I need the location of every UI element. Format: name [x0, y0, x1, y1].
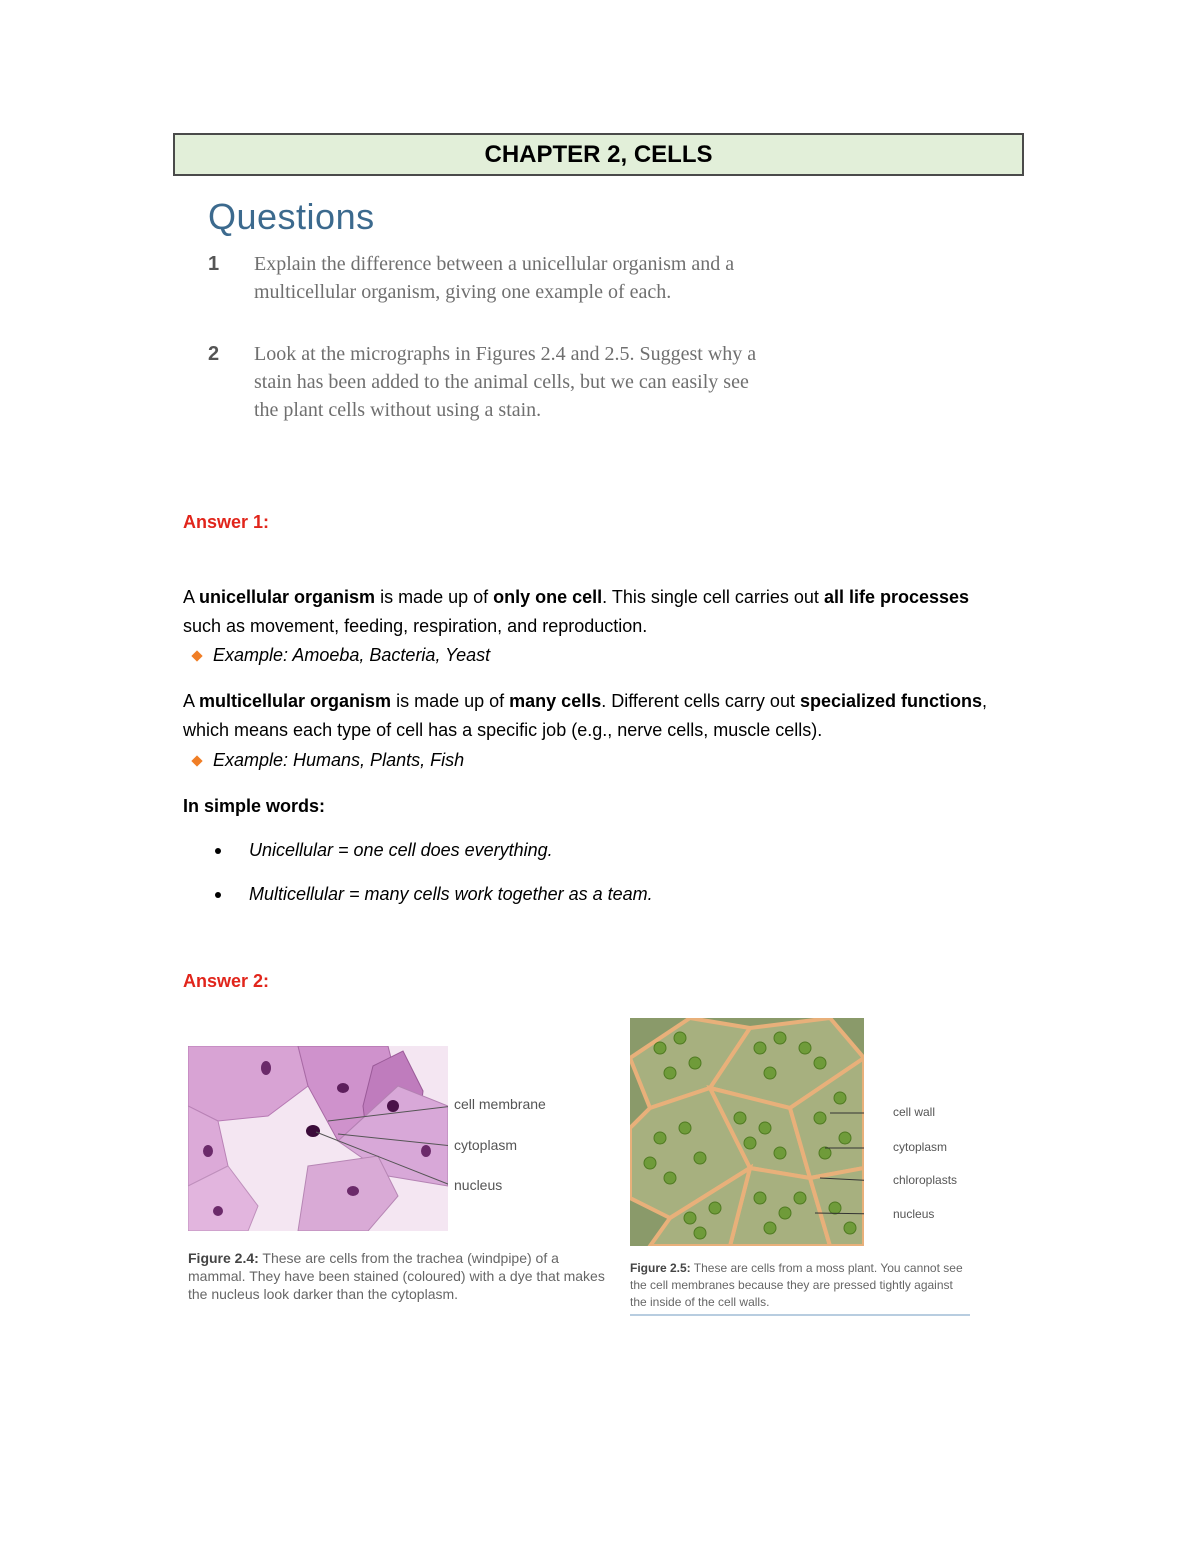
- figure-label: nucleus: [893, 1207, 935, 1221]
- moss-cells-micrograph: [630, 1018, 864, 1246]
- figure-label: chloroplasts: [893, 1173, 958, 1187]
- bullet-text: Multicellular = many cells work together as a team.: [249, 884, 653, 904]
- figure-label: cytoplasm: [454, 1137, 518, 1153]
- text-run: , which means each type of cell has a specific job (e.g., nerve cells, muscle cells).: [183, 691, 988, 740]
- unicellular-example: [193, 645, 490, 666]
- multicellular-example: [193, 750, 464, 771]
- figure-2-4: [188, 1046, 608, 1321]
- text-run: A: [183, 587, 200, 607]
- bullet-text: Unicellular = one cell does everything.: [249, 840, 553, 860]
- text-run: such as movement, feeding, respiration, and reproduction.: [183, 616, 648, 636]
- figure-label: cell wall: [893, 1105, 936, 1119]
- text-run-bold: only one cell: [493, 587, 603, 607]
- list-item: [215, 840, 553, 861]
- chapter-title-box: [173, 133, 1024, 176]
- multicellular-paragraph: [183, 687, 1003, 745]
- question-text: Look at the micrographs in Figures 2.4 and 2.5. Suggest why a stain has been added to the animal cells, but we can easily see the plant cells without using a stain.: [254, 343, 757, 421]
- figure-2-4-caption: [188, 1249, 608, 1303]
- question-2: [208, 340, 768, 452]
- question-text: Explain the difference between a unicellular organism and a multicellular organism, giving one example of each.: [254, 253, 735, 303]
- stained-cells-micrograph: [188, 1046, 448, 1231]
- figure-label: nucleus: [454, 1177, 503, 1193]
- question-number: 1: [208, 253, 220, 275]
- list-item: [215, 884, 653, 905]
- answer-2-heading: Answer 2:: [183, 971, 270, 991]
- figure-label: cytoplasm: [893, 1140, 948, 1154]
- text-run-bold: specialized functions: [799, 691, 983, 711]
- text-run-bold: all life processes: [823, 587, 970, 607]
- example-text: Example: Amoeba, Bacteria, Yeast: [213, 645, 491, 665]
- example-text: Example: Humans, Plants, Fish: [213, 750, 465, 770]
- caption-text: These are cells from the trachea (windpipe) of a mammal. They have been stained (coloured) with a dye that makes the nucleus look darker than the cytoplasm.: [188, 1250, 605, 1302]
- text-run-bold: many cells: [509, 691, 602, 711]
- text-run: is made up of: [391, 691, 510, 711]
- caption-label: Figure 2.5:: [630, 1261, 691, 1275]
- figure-2-5-caption: [630, 1260, 970, 1316]
- figure-label: cell membrane: [454, 1096, 546, 1112]
- answer-1-heading: Answer 1:: [183, 512, 270, 532]
- caption-text: These are cells from a moss plant. You cannot see the cell membranes because they are pressed tightly against the inside of the cell walls.: [630, 1261, 963, 1309]
- caption-label: Figure 2.4:: [188, 1250, 259, 1266]
- chapter-title: CHAPTER 2, CELLS: [484, 140, 713, 168]
- text-run: . Different cells carry out: [601, 691, 800, 711]
- question-number: 2: [208, 343, 220, 365]
- bullet-dot-icon: [215, 892, 221, 898]
- text-run: A: [183, 691, 200, 711]
- diamond-bullet-icon: [191, 755, 202, 766]
- figure-2-5: [630, 1018, 975, 1318]
- text-run: is made up of: [375, 587, 494, 607]
- text-run: . This single cell carries out: [602, 587, 824, 607]
- text-run-bold: multicellular organism: [199, 691, 392, 711]
- bullet-dot-icon: [215, 848, 221, 854]
- questions-heading: Questions: [208, 196, 375, 237]
- simple-words-heading: In simple words:: [183, 796, 326, 816]
- diamond-bullet-icon: [191, 650, 202, 661]
- text-run-bold: unicellular organism: [199, 587, 376, 607]
- question-1: [208, 250, 768, 334]
- unicellular-paragraph: [183, 583, 1003, 641]
